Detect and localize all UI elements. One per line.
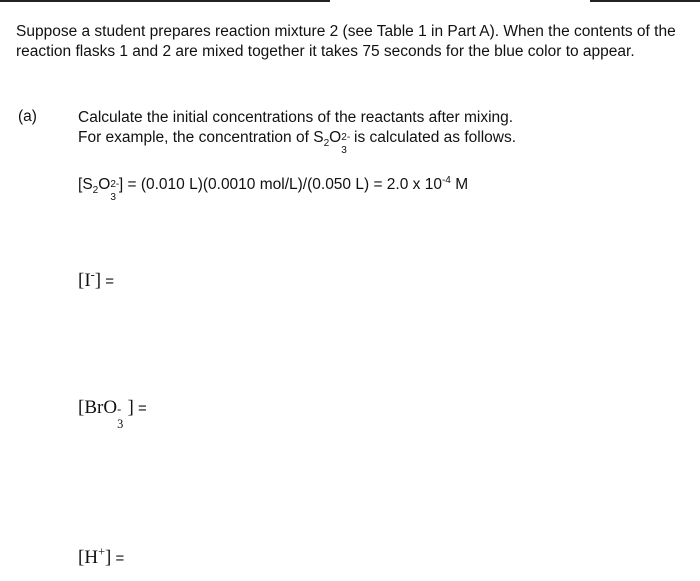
bromate-concentration-prompt: [BrO - 3 ] =	[78, 397, 147, 432]
instruction-suffix: is calculated as follows.	[349, 129, 517, 146]
example-exponent: -4	[441, 174, 451, 186]
part-instructions	[78, 108, 678, 157]
part-label: (a)	[18, 108, 37, 125]
thiosulfate-formula-example: $S_2O$ 2- 3	[82, 176, 120, 204]
hydrogen-ion-concentration-prompt: [H+] =	[78, 544, 125, 568]
example-expression: ] = (0.010 L)(0.0010 mol/L)/(0.050 L) = 2.0 x 10	[118, 176, 442, 193]
example-unit: M	[450, 176, 469, 193]
iodide-concentration-prompt: [I-] =	[78, 267, 115, 291]
instruction-prefix: For example, the concentration of	[78, 129, 314, 146]
top-rule-right	[590, 0, 700, 2]
example-calculation: [$S_2O$ 2- 3 ] = (0.010 L)(0.0010 mol/L)/(0.050 L) = 2.0 x $10^{-4}$ M	[78, 174, 469, 204]
thiosulfate-formula: $S_2O$ 2- 3	[313, 129, 351, 157]
top-rule-left	[0, 0, 330, 2]
instruction-line-2	[78, 128, 678, 157]
instruction-line-1: Calculate the initial concentrations of the reactants after mixing.	[78, 109, 514, 126]
problem-intro: Suppose a student prepares reaction mixture 2 (see Table 1 in Part A). When the contents of the reaction flasks 1 and 2 are mixed together it takes 75 seconds for the blue color to appear.	[16, 23, 676, 60]
